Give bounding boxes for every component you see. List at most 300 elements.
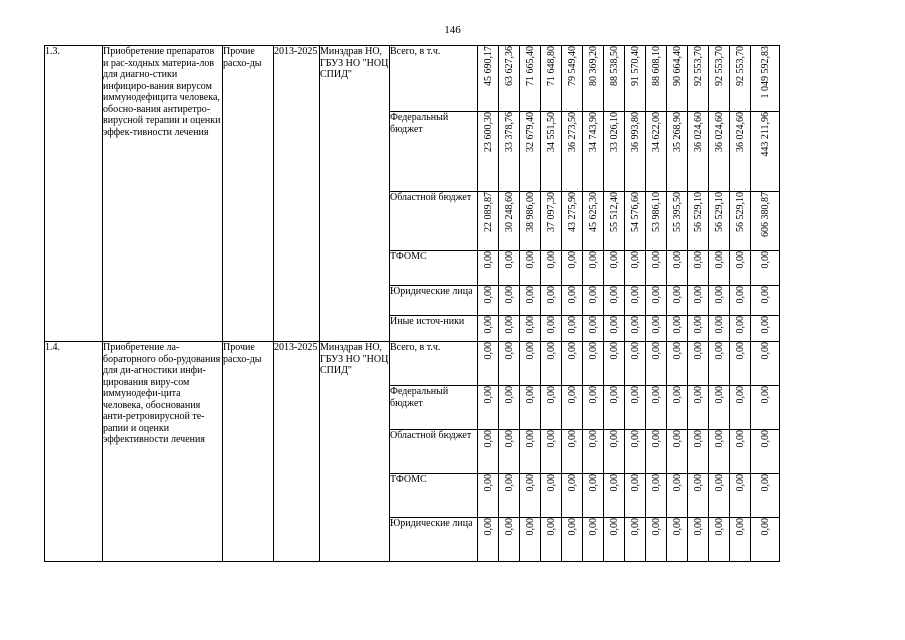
- value-cell: [583, 474, 604, 518]
- value-cell: [478, 518, 499, 562]
- value-cell: [625, 112, 646, 192]
- value-text: 0,00: [524, 342, 536, 360]
- funding-source: Федеральный бюджет: [390, 112, 478, 192]
- value-cell: [709, 192, 730, 251]
- value-cell: [604, 112, 625, 192]
- value-text: 0,00: [608, 286, 620, 304]
- expense-type: Прочие расхо-ды: [223, 46, 274, 342]
- value-text: 0,00: [629, 342, 641, 360]
- value-cell: [751, 286, 780, 316]
- value-cell: [604, 474, 625, 518]
- value-text: 0,00: [650, 316, 662, 334]
- value-text: 34 622,00: [650, 112, 662, 152]
- value-cell: [583, 112, 604, 192]
- value-cell: [667, 46, 688, 112]
- funding-source: Федеральный бюджет: [390, 386, 478, 430]
- value-text: 0,00: [524, 474, 536, 492]
- value-cell: [499, 251, 520, 286]
- value-text: 0,00: [566, 342, 578, 360]
- value-cell: [688, 474, 709, 518]
- value-text: 0,00: [759, 342, 771, 360]
- value-text: 0,00: [650, 518, 662, 536]
- value-cell: [562, 46, 583, 112]
- value-cell: [730, 386, 751, 430]
- funding-source: ТФОМС: [390, 251, 478, 286]
- value-cell: [541, 518, 562, 562]
- value-text: 1 049 592,83: [759, 46, 771, 99]
- executor: Минздрав НО, ГБУЗ НО "НОЦ СПИД": [320, 342, 390, 562]
- value-cell: [625, 316, 646, 342]
- value-cell: [604, 386, 625, 430]
- value-cell: [667, 518, 688, 562]
- value-cell: [520, 286, 541, 316]
- value-cell: [562, 430, 583, 474]
- funding-source: Юридические лица: [390, 286, 478, 316]
- value-cell: [709, 518, 730, 562]
- value-text: 0,00: [566, 518, 578, 536]
- period: 2013-2025: [274, 342, 320, 562]
- value-cell: [730, 286, 751, 316]
- value-text: 0,00: [482, 286, 494, 304]
- value-cell: [751, 316, 780, 342]
- value-text: 0,00: [503, 518, 515, 536]
- value-text: 0,00: [629, 386, 641, 404]
- value-cell: [730, 251, 751, 286]
- value-text: 0,00: [482, 316, 494, 334]
- value-text: 90 664,40: [671, 46, 683, 86]
- value-text: 55 395,50: [671, 192, 683, 232]
- value-text: 0,00: [482, 474, 494, 492]
- value-cell: [751, 342, 780, 386]
- value-text: 91 570,40: [629, 46, 641, 86]
- value-cell: [730, 112, 751, 192]
- value-text: 0,00: [524, 430, 536, 448]
- value-cell: [646, 316, 667, 342]
- value-cell: [478, 386, 499, 430]
- value-cell: [520, 251, 541, 286]
- value-cell: [520, 386, 541, 430]
- value-text: 0,00: [587, 474, 599, 492]
- value-cell: [688, 251, 709, 286]
- value-text: 0,00: [503, 430, 515, 448]
- value-cell: [604, 251, 625, 286]
- value-text: 0,00: [587, 386, 599, 404]
- value-cell: [499, 386, 520, 430]
- value-cell: [541, 46, 562, 112]
- value-text: 0,00: [608, 251, 620, 269]
- value-cell: [583, 430, 604, 474]
- value-cell: [751, 386, 780, 430]
- value-cell: [667, 192, 688, 251]
- value-text: 0,00: [566, 316, 578, 334]
- value-cell: [499, 286, 520, 316]
- value-cell: [541, 342, 562, 386]
- item-name: Приобретение ла-бораторного обо-рудования для ди-агностики инфи-цирования виру-сом иммунодефи-цита человека, обоснования анти-ретровирусной те-рапии и оценки эффективности лечения: [103, 342, 223, 562]
- value-cell: [562, 251, 583, 286]
- value-cell: [688, 386, 709, 430]
- value-cell: [730, 46, 751, 112]
- value-cell: [541, 286, 562, 316]
- value-text: 0,00: [587, 430, 599, 448]
- value-text: 23 600,30: [482, 112, 494, 152]
- value-cell: [688, 112, 709, 192]
- value-cell: [478, 474, 499, 518]
- value-text: 0,00: [713, 251, 725, 269]
- funding-source: Всего, в т.ч.: [390, 46, 478, 112]
- value-cell: [688, 316, 709, 342]
- budget-table: [44, 45, 780, 562]
- value-text: 0,00: [545, 518, 557, 536]
- value-cell: [730, 474, 751, 518]
- item-number: 1.4.: [45, 342, 103, 562]
- value-cell: [751, 192, 780, 251]
- value-text: 0,00: [482, 518, 494, 536]
- value-text: 0,00: [503, 286, 515, 304]
- value-text: 0,00: [713, 474, 725, 492]
- value-text: 55 512,40: [608, 192, 620, 232]
- value-text: 0,00: [692, 286, 704, 304]
- value-cell: [520, 192, 541, 251]
- value-cell: [625, 46, 646, 112]
- value-cell: [604, 430, 625, 474]
- value-cell: [625, 251, 646, 286]
- value-cell: [625, 286, 646, 316]
- value-text: 0,00: [566, 474, 578, 492]
- value-cell: [604, 316, 625, 342]
- value-text: 30 248,60: [503, 192, 515, 232]
- value-cell: [499, 192, 520, 251]
- value-cell: [583, 251, 604, 286]
- value-text: 0,00: [566, 386, 578, 404]
- funding-source: Областной бюджет: [390, 430, 478, 474]
- value-text: 0,00: [545, 286, 557, 304]
- value-text: 606 380,87: [759, 192, 771, 237]
- value-text: 0,00: [671, 430, 683, 448]
- value-cell: [478, 192, 499, 251]
- value-cell: [646, 251, 667, 286]
- value-text: 443 211,96: [759, 112, 771, 157]
- value-text: 0,00: [482, 251, 494, 269]
- value-cell: [709, 342, 730, 386]
- value-text: 0,00: [650, 251, 662, 269]
- value-text: 0,00: [566, 251, 578, 269]
- value-text: 0,00: [759, 386, 771, 404]
- value-text: 0,00: [545, 316, 557, 334]
- value-cell: [520, 430, 541, 474]
- value-text: 0,00: [482, 386, 494, 404]
- value-cell: [709, 386, 730, 430]
- funding-source: Областной бюджет: [390, 192, 478, 251]
- value-text: 0,00: [608, 430, 620, 448]
- value-cell: [499, 46, 520, 112]
- value-text: 0,00: [545, 251, 557, 269]
- value-cell: [688, 46, 709, 112]
- value-text: 0,00: [713, 342, 725, 360]
- value-text: 92 553,70: [734, 46, 746, 86]
- value-text: 0,00: [734, 474, 746, 492]
- value-text: 0,00: [587, 316, 599, 334]
- item-number: 1.3.: [45, 46, 103, 342]
- value-text: 36 993,80: [629, 112, 641, 152]
- value-text: 0,00: [482, 430, 494, 448]
- value-text: 0,00: [671, 342, 683, 360]
- value-cell: [478, 286, 499, 316]
- value-text: 0,00: [503, 316, 515, 334]
- value-cell: [562, 112, 583, 192]
- value-text: 92 553,70: [692, 46, 704, 86]
- value-text: 0,00: [524, 316, 536, 334]
- value-cell: [751, 112, 780, 192]
- value-text: 0,00: [608, 316, 620, 334]
- value-text: 22 089,87: [482, 192, 494, 232]
- value-text: 45 690,17: [482, 46, 494, 86]
- item-name: Приобретение препаратов и рас-ходных материа-лов для диагно-стики инфициро-вания вирусом иммунодефицита человека, обосно-вания антиретро-вирусной терапии и оценки эффек-тивности лечения: [103, 46, 223, 342]
- value-text: 0,00: [671, 286, 683, 304]
- value-text: 0,00: [692, 342, 704, 360]
- value-cell: [499, 316, 520, 342]
- value-text: 0,00: [650, 286, 662, 304]
- value-cell: [499, 112, 520, 192]
- value-cell: [604, 518, 625, 562]
- value-cell: [646, 112, 667, 192]
- value-cell: [667, 316, 688, 342]
- value-text: 33 026,10: [608, 112, 620, 152]
- value-text: 0,00: [692, 386, 704, 404]
- value-text: 0,00: [734, 386, 746, 404]
- value-cell: [730, 316, 751, 342]
- funding-source: Юридические лица: [390, 518, 478, 562]
- value-cell: [688, 286, 709, 316]
- value-text: 0,00: [759, 316, 771, 334]
- value-text: 0,00: [671, 316, 683, 334]
- value-text: 0,00: [545, 430, 557, 448]
- value-text: 0,00: [671, 386, 683, 404]
- value-cell: [541, 386, 562, 430]
- value-cell: [604, 342, 625, 386]
- value-cell: [478, 251, 499, 286]
- value-cell: [709, 316, 730, 342]
- value-cell: [520, 316, 541, 342]
- value-text: 0,00: [734, 342, 746, 360]
- value-cell: [625, 430, 646, 474]
- value-cell: [520, 112, 541, 192]
- page-number: 146: [444, 24, 461, 36]
- value-cell: [499, 342, 520, 386]
- value-text: 0,00: [734, 518, 746, 536]
- value-text: 0,00: [629, 430, 641, 448]
- value-text: 0,00: [734, 316, 746, 334]
- value-text: 0,00: [713, 518, 725, 536]
- value-text: 37 097,30: [545, 192, 557, 232]
- value-cell: [478, 430, 499, 474]
- value-text: 36 273,50: [566, 112, 578, 152]
- value-text: 0,00: [671, 251, 683, 269]
- value-cell: [604, 192, 625, 251]
- value-text: 56 529,10: [713, 192, 725, 232]
- value-cell: [583, 46, 604, 112]
- value-cell: [541, 430, 562, 474]
- value-text: 0,00: [503, 251, 515, 269]
- value-cell: [583, 192, 604, 251]
- value-cell: [541, 474, 562, 518]
- value-cell: [709, 46, 730, 112]
- value-text: 34 551,50: [545, 112, 557, 152]
- value-text: 0,00: [524, 286, 536, 304]
- value-cell: [541, 112, 562, 192]
- value-text: 35 268,90: [671, 112, 683, 152]
- value-cell: [730, 430, 751, 474]
- value-cell: [541, 251, 562, 286]
- value-cell: [667, 112, 688, 192]
- value-cell: [562, 386, 583, 430]
- value-text: 79 549,40: [566, 46, 578, 86]
- value-text: 0,00: [608, 386, 620, 404]
- value-cell: [667, 430, 688, 474]
- value-text: 36 024,60: [713, 112, 725, 152]
- value-text: 0,00: [608, 342, 620, 360]
- value-text: 0,00: [692, 430, 704, 448]
- value-text: 54 576,60: [629, 192, 641, 232]
- value-text: 63 627,36: [503, 46, 515, 86]
- value-text: 0,00: [713, 430, 725, 448]
- value-cell: [541, 316, 562, 342]
- value-cell: [646, 46, 667, 112]
- value-text: 36 024,60: [692, 112, 704, 152]
- value-cell: [562, 286, 583, 316]
- value-text: 0,00: [671, 518, 683, 536]
- value-cell: [562, 316, 583, 342]
- value-text: 0,00: [566, 286, 578, 304]
- value-text: 0,00: [734, 251, 746, 269]
- value-cell: [625, 474, 646, 518]
- value-cell: [604, 286, 625, 316]
- value-text: 0,00: [503, 474, 515, 492]
- value-text: 34 743,90: [587, 112, 599, 152]
- value-cell: [730, 342, 751, 386]
- value-cell: [709, 430, 730, 474]
- value-cell: [520, 474, 541, 518]
- value-cell: [562, 518, 583, 562]
- value-text: 0,00: [759, 251, 771, 269]
- value-text: 36 024,60: [734, 112, 746, 152]
- value-text: 0,00: [759, 286, 771, 304]
- value-text: 0,00: [692, 518, 704, 536]
- value-text: 0,00: [650, 430, 662, 448]
- value-text: 0,00: [545, 474, 557, 492]
- value-cell: [583, 518, 604, 562]
- value-cell: [604, 46, 625, 112]
- value-cell: [709, 474, 730, 518]
- value-text: 92 553,70: [713, 46, 725, 86]
- value-cell: [646, 386, 667, 430]
- value-cell: [520, 46, 541, 112]
- value-text: 0,00: [524, 518, 536, 536]
- value-cell: [667, 251, 688, 286]
- value-text: 0,00: [671, 474, 683, 492]
- value-cell: [478, 342, 499, 386]
- funding-source: Всего, в т.ч.: [390, 342, 478, 386]
- value-text: 0,00: [734, 430, 746, 448]
- value-cell: [709, 112, 730, 192]
- value-cell: [562, 192, 583, 251]
- value-cell: [688, 192, 709, 251]
- value-cell: [667, 474, 688, 518]
- value-text: 0,00: [629, 251, 641, 269]
- value-cell: [730, 192, 751, 251]
- period: 2013-2025: [274, 46, 320, 342]
- value-cell: [688, 430, 709, 474]
- value-cell: [646, 286, 667, 316]
- expense-type: Прочие расхо-ды: [223, 342, 274, 562]
- value-cell: [625, 192, 646, 251]
- value-cell: [730, 518, 751, 562]
- value-text: 0,00: [734, 286, 746, 304]
- value-cell: [709, 251, 730, 286]
- value-text: 0,00: [608, 518, 620, 536]
- value-cell: [583, 286, 604, 316]
- value-text: 53 986,10: [650, 192, 662, 232]
- table-row: [45, 46, 780, 112]
- value-text: 0,00: [692, 316, 704, 334]
- value-cell: [541, 192, 562, 251]
- value-text: 88 608,10: [650, 46, 662, 86]
- value-text: 0,00: [692, 474, 704, 492]
- value-text: 71 648,80: [545, 46, 557, 86]
- value-text: 0,00: [713, 386, 725, 404]
- executor: Минздрав НО, ГБУЗ НО "НОЦ СПИД": [320, 46, 390, 342]
- value-cell: [478, 46, 499, 112]
- value-text: 0,00: [650, 386, 662, 404]
- value-cell: [667, 286, 688, 316]
- value-text: 0,00: [629, 474, 641, 492]
- value-text: 0,00: [759, 474, 771, 492]
- value-text: 0,00: [524, 386, 536, 404]
- value-cell: [625, 386, 646, 430]
- value-text: 0,00: [608, 474, 620, 492]
- value-cell: [646, 192, 667, 251]
- value-text: 71 665,40: [524, 46, 536, 86]
- value-text: 0,00: [482, 342, 494, 360]
- value-cell: [520, 342, 541, 386]
- value-text: 0,00: [587, 342, 599, 360]
- value-text: 0,00: [503, 342, 515, 360]
- value-text: 32 679,40: [524, 112, 536, 152]
- value-cell: [478, 112, 499, 192]
- value-text: 0,00: [587, 251, 599, 269]
- value-text: 0,00: [629, 286, 641, 304]
- value-text: 33 378,76: [503, 112, 515, 152]
- value-text: 0,00: [650, 474, 662, 492]
- value-cell: [478, 316, 499, 342]
- value-text: 88 538,50: [608, 46, 620, 86]
- value-text: 0,00: [545, 386, 557, 404]
- value-text: 0,00: [587, 286, 599, 304]
- funding-source: ТФОМС: [390, 474, 478, 518]
- value-cell: [583, 342, 604, 386]
- value-cell: [751, 430, 780, 474]
- value-text: 0,00: [759, 518, 771, 536]
- value-cell: [499, 430, 520, 474]
- value-cell: [646, 518, 667, 562]
- value-text: 38 986,00: [524, 192, 536, 232]
- value-text: 0,00: [566, 430, 578, 448]
- value-cell: [709, 286, 730, 316]
- value-text: 0,00: [629, 518, 641, 536]
- value-cell: [499, 518, 520, 562]
- value-text: 0,00: [545, 342, 557, 360]
- value-text: 0,00: [587, 518, 599, 536]
- value-text: 0,00: [713, 316, 725, 334]
